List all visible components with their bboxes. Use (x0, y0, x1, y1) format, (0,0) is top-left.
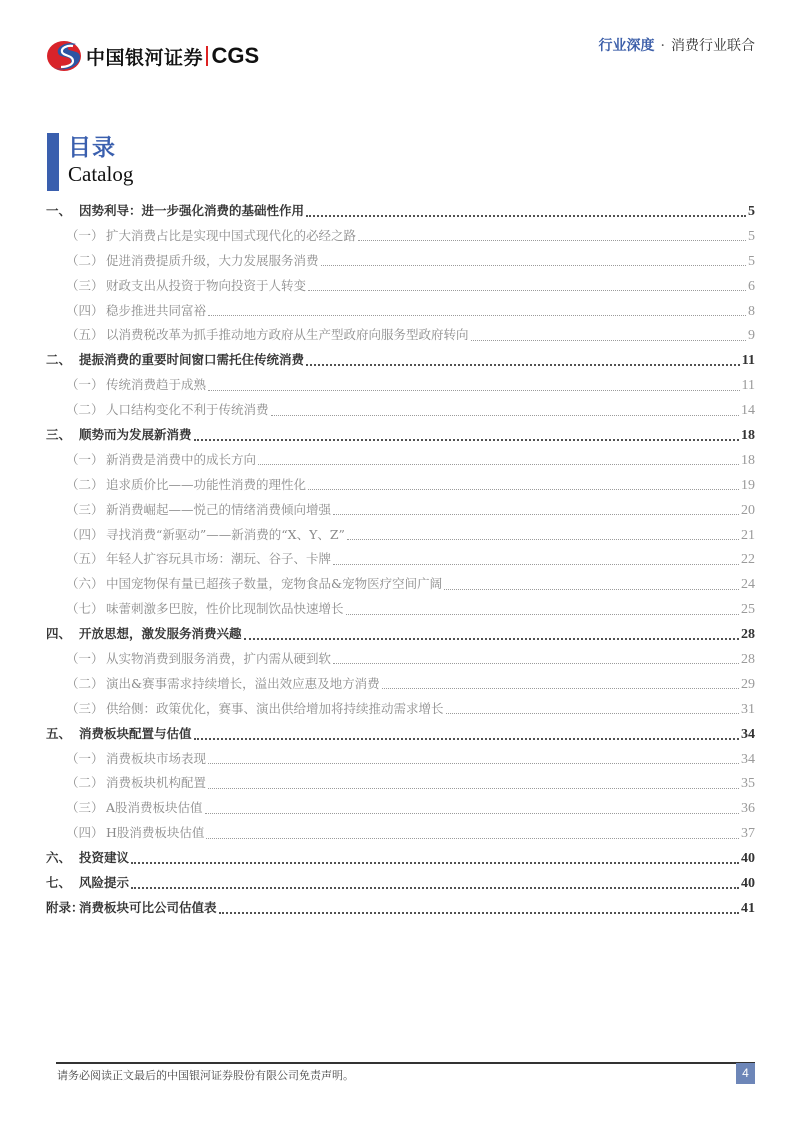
toc-dot-leader (358, 239, 746, 241)
toc-entry-page: 28 (741, 652, 755, 668)
toc-entry-page: 11 (741, 378, 755, 394)
toc-entry-number: 七、 (46, 875, 72, 891)
toc-entry-page: 5 (748, 253, 755, 269)
toc-entry-title: 促进消费提质升级，大力发展服务消费 (106, 252, 319, 268)
toc-entry-number: （三） (66, 277, 104, 293)
toc-dot-leader (271, 414, 739, 416)
toc-entry-number: （三） (66, 700, 104, 716)
toc-entry-page: 5 (748, 228, 755, 244)
cgs-logo-icon (46, 40, 82, 72)
toc-entry-number: （一） (66, 377, 104, 393)
toc-entry-number: （四） (66, 302, 104, 318)
toc-entry-number: （三） (66, 800, 104, 816)
toc-entry-page: 36 (741, 801, 755, 817)
toc-entry-page: 24 (741, 577, 755, 593)
toc-entry-page: 18 (741, 428, 755, 444)
toc-entry-number: （二） (66, 775, 104, 791)
toc-subsection-link[interactable] (46, 796, 755, 821)
toc-entry-title: 消费板块配置与估值 (79, 725, 192, 741)
page-number: 4 (736, 1063, 755, 1084)
toc-entry-number: （四） (66, 526, 104, 542)
toc-section-link[interactable] (46, 896, 755, 921)
toc-dot-leader (333, 513, 739, 515)
toc-entry-page: 11 (741, 353, 755, 369)
toc-dot-leader (219, 911, 739, 914)
toc-entry-title: 演出&赛事需求持续增长，溢出效应惠及地方消费 (106, 675, 380, 691)
company-logo (46, 40, 259, 72)
toc-entry-title: 投资建议 (79, 850, 130, 866)
toc-dot-leader (471, 339, 746, 341)
toc-entry-number: 六、 (46, 850, 72, 866)
toc-entry-page: 18 (741, 452, 755, 468)
toc-entry-number: （五） (66, 327, 104, 343)
toc-entry-number: （三） (66, 501, 104, 517)
toc-dot-leader (382, 687, 739, 689)
toc-entry-page: 31 (741, 701, 755, 717)
logo-divider (206, 46, 208, 66)
toc-dot-leader (308, 289, 746, 291)
toc-entry-title: 提振消费的重要时间窗口需托住传统消费 (79, 352, 305, 368)
toc-entry-number: 二、 (46, 352, 72, 368)
toc-entry-page: 40 (741, 851, 755, 867)
page-title: 目录 (68, 135, 116, 161)
toc-dot-leader (258, 463, 739, 465)
toc-subsection-link[interactable] (46, 523, 755, 548)
toc-dot-leader (244, 637, 739, 640)
toc-entry-number: 一、 (46, 203, 72, 218)
toc-entry-number: （五） (66, 551, 104, 567)
toc-dot-leader (306, 363, 740, 366)
toc-entry-title: 风险提示 (79, 875, 130, 891)
toc-dot-leader (208, 314, 746, 316)
toc-dot-leader (131, 886, 739, 889)
toc-entry-title: 开放思想，激发服务消费兴趣 (79, 626, 242, 642)
toc-dot-leader (333, 662, 739, 664)
toc-entry-page: 41 (741, 900, 755, 916)
report-category (599, 35, 755, 55)
toc-dot-leader (131, 861, 739, 864)
toc-entry-title: 追求质价比——功能性消费的理性化 (106, 476, 307, 492)
toc-entry-title: 从实物消费到服务消费，扩内需从硬到软 (106, 651, 332, 667)
toc-entry-title: 消费板块可比公司估值表 (79, 899, 217, 915)
logo-chinese-name: 中国银河证券 (86, 46, 204, 69)
toc-subsection-link[interactable] (46, 747, 755, 772)
footer-disclaimer: 请务必阅读正文最后的中国银河证券股份有限公司免责声明。 (57, 1069, 354, 1082)
toc-dot-leader (206, 837, 739, 839)
toc-subsection-link[interactable] (46, 547, 755, 572)
toc-dot-leader (194, 737, 739, 740)
logo-english-name: CGS (211, 43, 260, 68)
toc-entry-page: 34 (741, 751, 755, 767)
toc-section-link[interactable] (46, 871, 755, 896)
toc-entry-number: 附录： (46, 899, 84, 915)
toc-entry-page: 6 (748, 278, 755, 294)
toc-dot-leader (446, 712, 739, 714)
toc-entry-number: 五、 (46, 725, 72, 741)
toc-dot-leader (208, 787, 739, 789)
toc-entry-title: 中国宠物保有量已超孩子数量，宠物食品&宠物医疗空间广阔 (106, 576, 443, 592)
toc-entry-number: （一） (66, 750, 104, 766)
toc-entry-title: 年轻人扩容玩具市场：潮玩、谷子、卡牌 (106, 551, 332, 567)
toc-entry-title: 新消费是消费中的成长方向 (106, 451, 257, 467)
toc-entry-title: 味蕾刺激多巴胺，性价比现制饮品快速增长 (106, 601, 344, 617)
toc-entry-page: 5 (748, 204, 755, 219)
toc-entry-title: 扩大消费占比是实现中国式现代化的必经之路 (106, 227, 357, 243)
toc-subsection-link[interactable] (46, 448, 755, 473)
toc-entry-number: （一） (66, 227, 104, 243)
toc-entry-page: 8 (748, 303, 755, 319)
toc-section-link[interactable] (46, 423, 755, 448)
toc-entry-page: 14 (741, 403, 755, 419)
toc-subsection-link[interactable] (46, 771, 755, 796)
toc-entry-title: 新消费崛起——悦己的情绪消费倾向增强 (106, 501, 332, 517)
toc-entry-page: 40 (741, 876, 755, 892)
toc-subsection-link[interactable] (46, 249, 755, 274)
page-header (0, 0, 793, 90)
toc-entry-number: （二） (66, 476, 104, 492)
toc-entry-title: H股消费板块估值 (106, 825, 205, 841)
toc-entry-title: 以消费税改革为抓手推动地方政府从生产型政府向服务型政府转向 (106, 327, 469, 343)
toc-dot-leader (333, 563, 739, 565)
toc-entry-number: 四、 (46, 626, 72, 642)
toc-dot-leader (306, 214, 746, 217)
toc-entry-title: 寻找消费“新驱动”——新消费的“X、Y、Z” (106, 526, 345, 542)
toc-subsection-link[interactable] (46, 398, 755, 423)
toc-subsection-link[interactable] (46, 373, 755, 398)
toc-subsection-link[interactable] (46, 697, 755, 722)
title-accent-bar (47, 133, 59, 191)
toc-subsection-link[interactable] (46, 224, 755, 249)
table-of-contents (46, 199, 755, 921)
toc-dot-leader (346, 613, 739, 615)
toc-entry-title: 传统消费趋于成熟 (106, 377, 207, 393)
toc-dot-leader (347, 538, 739, 540)
toc-entry-page: 28 (741, 627, 755, 643)
toc-section-link[interactable] (46, 622, 755, 647)
toc-dot-leader (205, 812, 739, 814)
toc-dot-leader (208, 762, 739, 764)
toc-entry-title: 财政支出从投资于物向投资于人转变 (106, 277, 307, 293)
toc-entry-number: （二） (66, 675, 104, 691)
footer-divider (56, 1062, 755, 1064)
toc-subsection-link[interactable] (46, 647, 755, 672)
toc-entry-number: （二） (66, 402, 104, 418)
toc-section-link[interactable] (46, 348, 755, 373)
toc-entry-page: 19 (741, 477, 755, 493)
toc-subsection-link[interactable] (46, 323, 755, 348)
toc-entry-number: （四） (66, 825, 104, 841)
toc-entry-title: 供给侧：政策优化，赛事、演出供给增加将持续推动需求增长 (106, 700, 444, 716)
report-type: 行业深度 (598, 38, 655, 54)
page-subtitle: Catalog (68, 162, 134, 186)
toc-entry-number: （六） (66, 576, 104, 592)
industry-label: 消费行业联合 (671, 38, 755, 54)
toc-entry-title: 消费板块市场表现 (106, 750, 207, 766)
toc-entry-page: 22 (741, 552, 755, 568)
toc-subsection-link[interactable] (46, 597, 755, 622)
toc-entry-number: （二） (66, 252, 104, 268)
toc-entry-title: 因势利导：进一步强化消费的基础性作用 (79, 203, 305, 218)
toc-dot-leader (208, 389, 740, 391)
toc-entry-page: 9 (748, 328, 755, 344)
toc-subsection-link[interactable] (46, 473, 755, 498)
toc-entry-page: 35 (741, 776, 755, 792)
toc-subsection-link[interactable] (46, 572, 755, 597)
toc-entry-title: 人口结构变化不利于传统消费 (106, 402, 269, 418)
toc-entry-title: 稳步推进共同富裕 (106, 302, 207, 318)
toc-entry-page: 34 (741, 726, 755, 742)
toc-entry-title: 消费板块机构配置 (106, 775, 207, 791)
toc-subsection-link[interactable] (46, 299, 755, 324)
toc-entry-number: （一） (66, 451, 104, 467)
toc-section-link[interactable] (46, 722, 755, 747)
toc-entry-page: 25 (741, 602, 755, 618)
toc-dot-leader (194, 438, 739, 441)
header-separator: · (660, 38, 665, 54)
toc-entry-title: 顺势而为发展新消费 (79, 427, 192, 443)
toc-subsection-link[interactable] (46, 274, 755, 299)
toc-entry-title: A股消费板块估值 (106, 800, 203, 816)
toc-entry-number: （七） (66, 601, 104, 617)
toc-entry-page: 20 (741, 502, 755, 518)
toc-dot-leader (321, 264, 746, 266)
toc-subsection-link[interactable] (46, 821, 755, 846)
toc-entry-number: （一） (66, 651, 104, 667)
toc-entry-number: 三、 (46, 427, 72, 443)
toc-entry-page: 37 (741, 826, 755, 842)
toc-subsection-link[interactable] (46, 672, 755, 697)
toc-entry-page: 21 (741, 527, 755, 543)
toc-entry-page: 29 (741, 676, 755, 692)
toc-dot-leader (444, 588, 739, 590)
toc-subsection-link[interactable] (46, 498, 755, 523)
toc-dot-leader (308, 488, 739, 490)
toc-section-link[interactable] (46, 199, 755, 224)
toc-section-link[interactable] (46, 846, 755, 871)
